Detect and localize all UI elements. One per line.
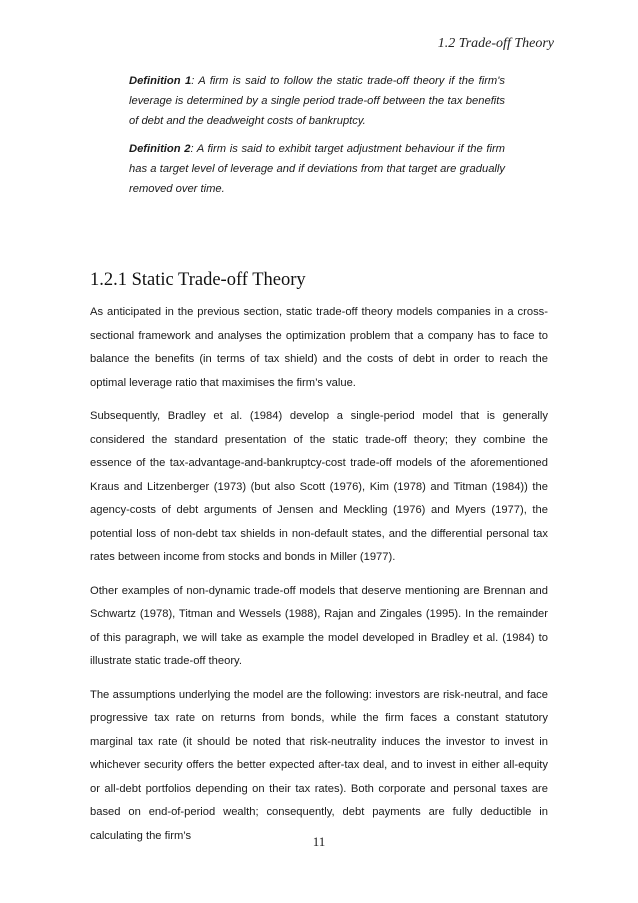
- page-number: 11: [312, 834, 326, 849]
- definition-label: Definition 2: [129, 143, 191, 155]
- body-text: [90, 301, 548, 858]
- paragraph: As anticipated in the previous section, static trade-off theory models companies in a cross-sectional framework and analyses the optimization problem that a company has to face to balance the benefits (in terms of tax shield) and the costs of debt in order to reach the optimal leverage ratio that maximises the firm’s value.: [90, 306, 548, 389]
- definition-1: [129, 71, 505, 131]
- definitions-block: [129, 71, 505, 207]
- section-heading: 1.2.1 Static Trade-off Theory: [90, 270, 306, 290]
- running-header: 1.2 Trade-off Theory: [437, 36, 554, 51]
- paragraph: Other examples of non-dynamic trade-off models that deserve mentioning are Brennan and Schwartz (1978), Titman and Wessels (1988), Rajan and Zingales (1995). In the remainder of this paragraph, we will take as example the model developed in Bradley et al. (1984) to illustrate static trade-off theory.: [90, 584, 548, 667]
- definition-text: : A firm is said to follow the static trade-off theory if the firm's leverage is determined by a single period trade-off between the tax benefits of debt and the deadweight costs of bankruptcy.: [129, 75, 505, 127]
- definition-2: [129, 139, 505, 199]
- definition-label: Definition 1: [129, 75, 192, 87]
- paragraph: Subsequently, Bradley et al. (1984) develop a single-period model that is generally considered the standard presentation of the static trade-off theory; they combine the essence of the tax-advantage-and-bankruptcy-cost trade-off models of the aforementioned Kraus and Litzenberger (1973) (but also Scott (1976), Kim (1978) and Titman (1984)) the agency-costs of debt arguments of Jensen and Meckling (1976) and Myers (1977), the potential loss of non-debt tax shields in non-default states, and the differential personal tax rates between income from stocks and bonds in Miller (1977).: [90, 410, 548, 563]
- definition-text: : A firm is said to exhibit target adjustment behaviour if the firm has a target level of leverage and if deviations from that target are gradually removed over time.: [129, 143, 505, 195]
- paragraph: The assumptions underlying the model are the following: investors are risk-neutral, and face progressive tax rate on returns from bonds, while the firm faces a constant statutory marginal tax rate (it should be noted that risk-neutrality induces the investor to invest in whichever security offers the better expected after-tax deal, and to invest in either all-equity or all-debt portfolios depending on their tax rates). Both corporate and personal taxes are based on end-of-period wealth; consequently, debt payments are fully deductible in calculating the firm’s: [90, 688, 548, 842]
